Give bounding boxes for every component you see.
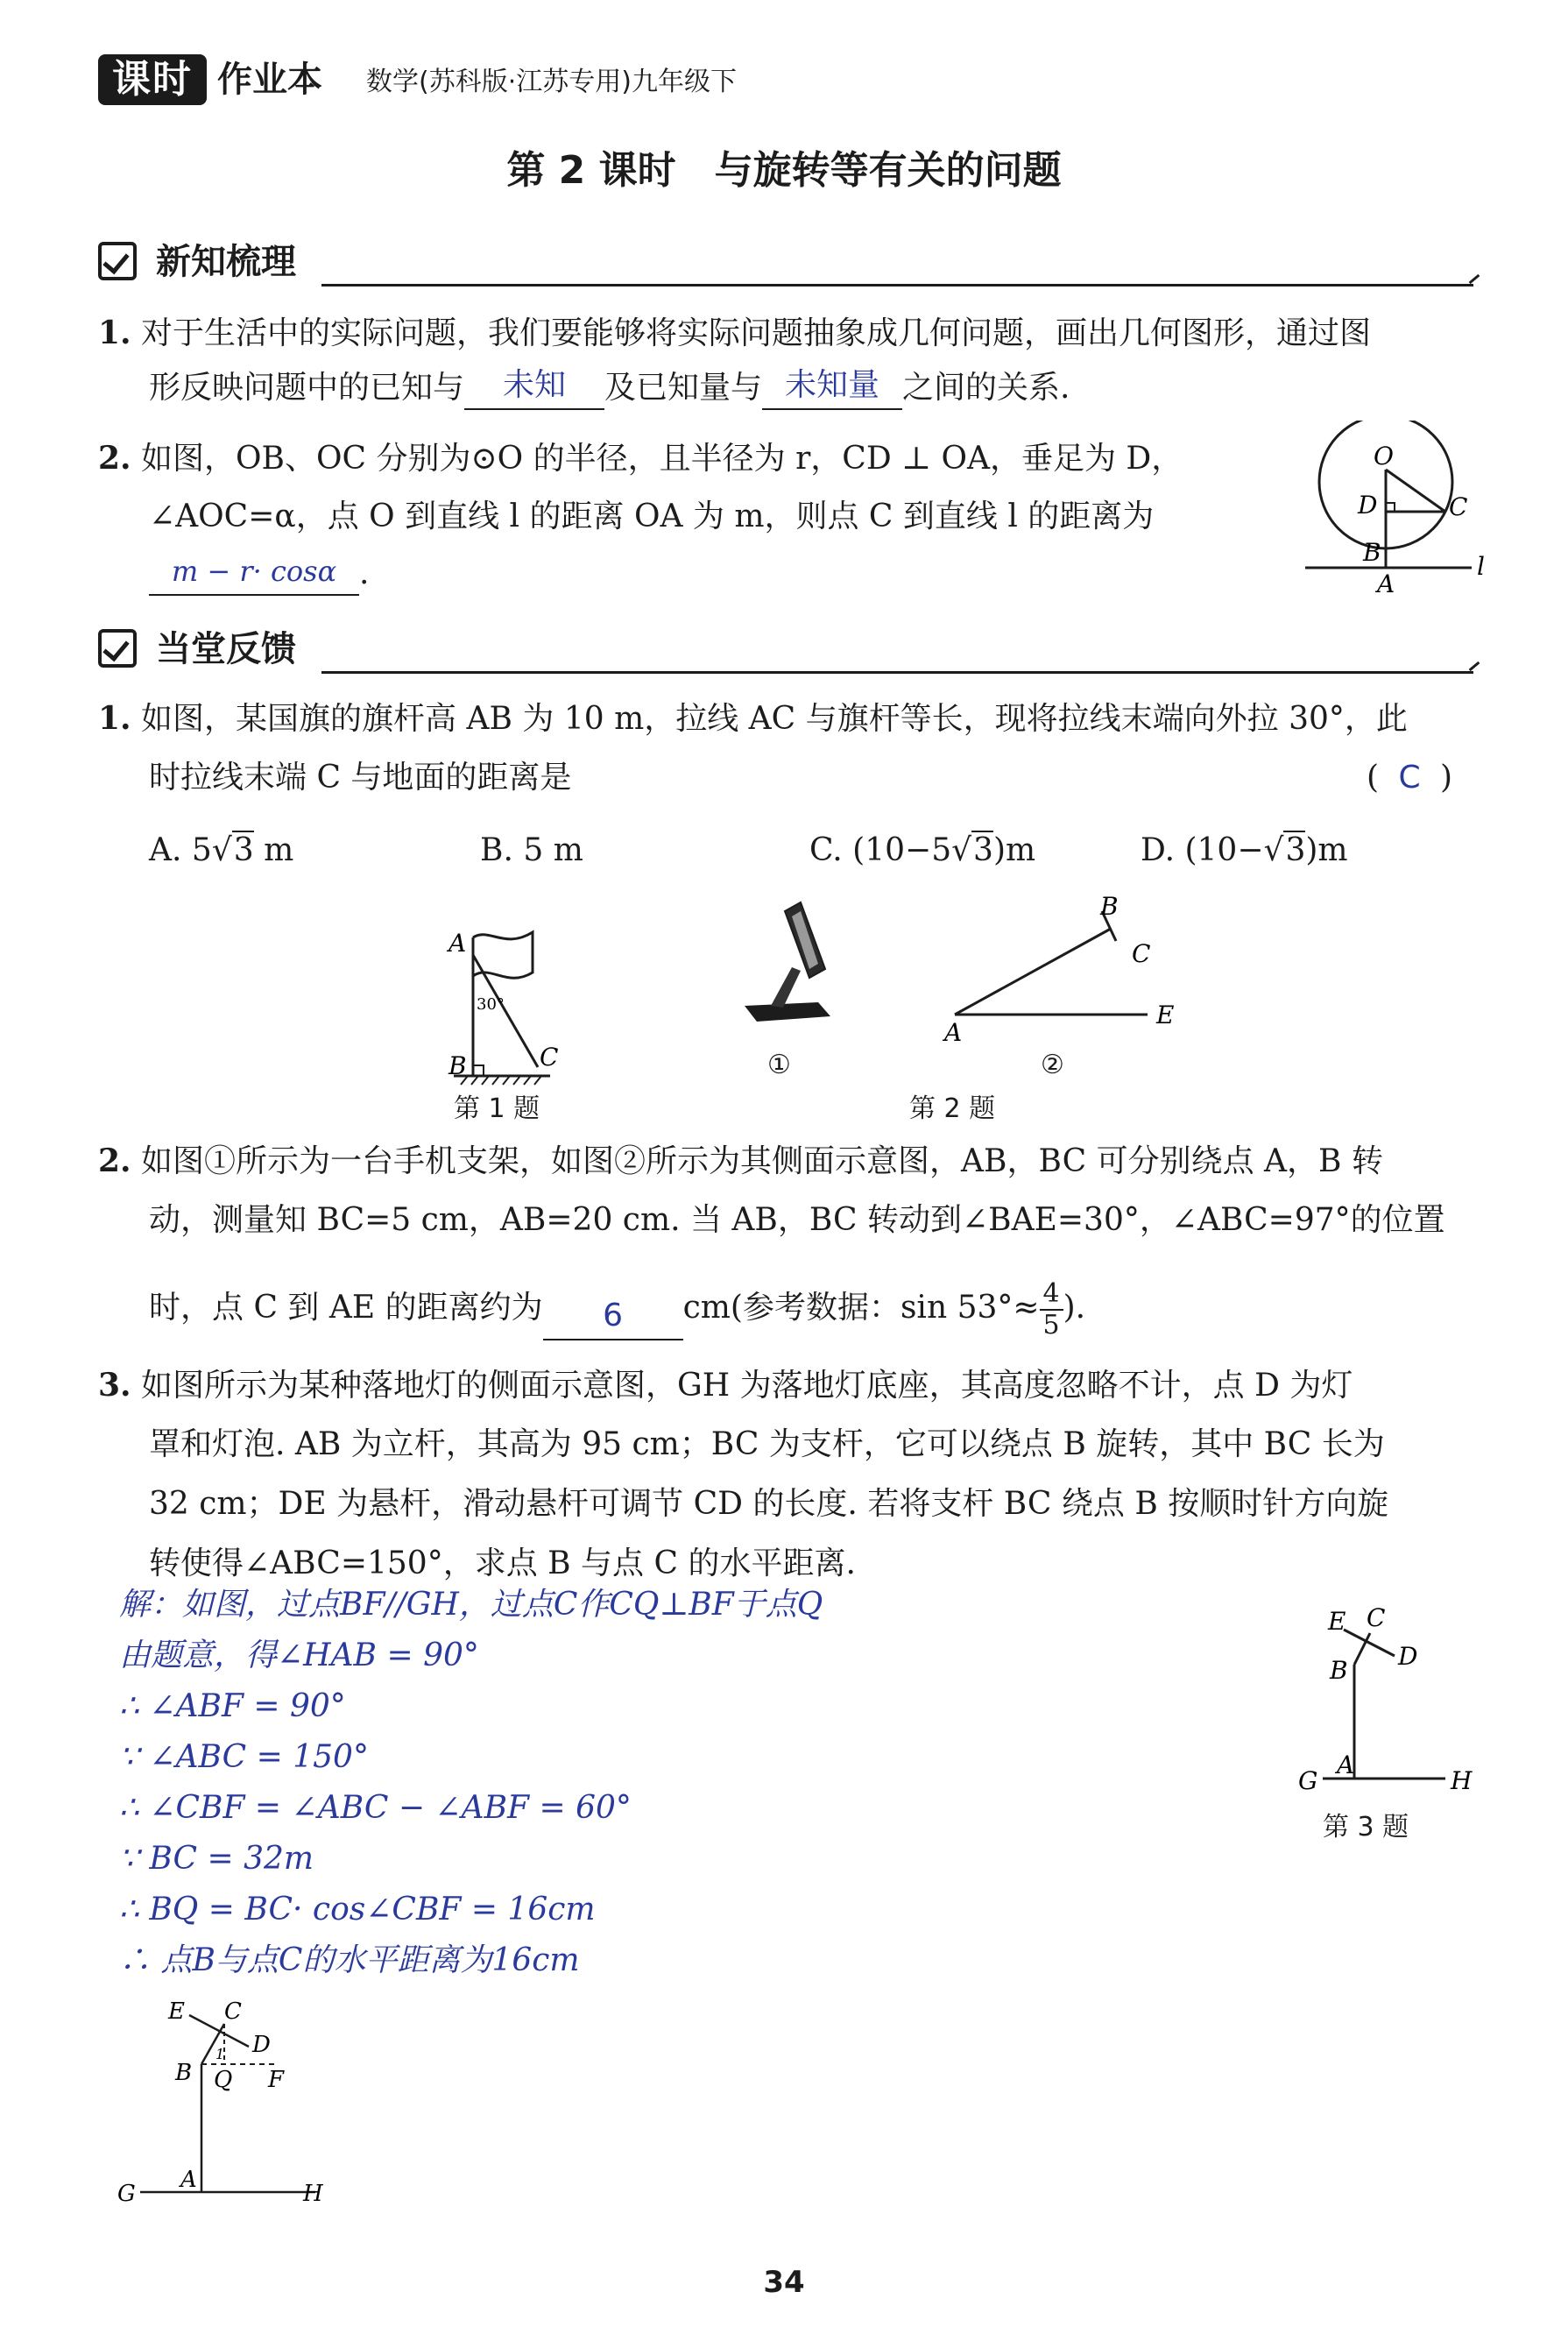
- option-text: 5: [191, 832, 212, 868]
- label-D: D: [1398, 1642, 1418, 1671]
- label-E: E: [1328, 1607, 1346, 1636]
- label-O: O: [1374, 442, 1394, 470]
- s2-q1-line1: [98, 697, 1408, 741]
- s2-q1-line2: [149, 756, 571, 800]
- option-label: D.: [1141, 832, 1176, 868]
- question-text: 时，点 C 到 AE 的距离约为: [149, 1290, 543, 1326]
- question-text: ∠AOC=α，点 O 到直线 l 的距离 OA 为 m，则点 C 到直线 l 的距离为: [149, 499, 1155, 534]
- handwritten-answer: m − r· cosα: [171, 555, 337, 588]
- question-number: 2.: [98, 1142, 131, 1179]
- circle-figure: [1296, 421, 1498, 605]
- s1-q1-line1: [98, 311, 1371, 356]
- s2-q3-line4: [149, 1542, 856, 1586]
- question-text: cm(参考数据：sin 53°≈: [682, 1290, 1040, 1326]
- floor-lamp-figure: [1279, 1595, 1489, 1805]
- section-title: 新知梳理: [156, 242, 296, 282]
- question-text: 如图所示为某种落地灯的侧面示意图，GH 为落地灯底座，其高度忽略不计，点 D 为灯: [141, 1368, 1353, 1404]
- label-D: D: [252, 2032, 271, 2058]
- option-text: 3: [233, 832, 254, 868]
- label-E: E: [168, 1998, 185, 2025]
- radical-icon: √: [951, 832, 972, 868]
- s1-q2-line3: [149, 552, 369, 596]
- label-A: A: [449, 929, 467, 958]
- question-number: 3.: [98, 1367, 131, 1404]
- book-name: 作业本: [217, 60, 322, 100]
- answer-blank: [149, 555, 359, 596]
- question-text: 如图①所示为一台手机支架，如图②所示为其侧面示意图，AB，BC 可分别绕点 A，B 转: [141, 1143, 1383, 1179]
- page-number: 34: [763, 2265, 805, 2300]
- label-B: B: [1330, 1656, 1348, 1685]
- question-text: 32 cm；DE 为悬杆，滑动悬杆可调节 CD 的长度. 若将支杆 BC 绕点 B 按顺时针方向旋: [149, 1486, 1389, 1522]
- answer-blank: [464, 367, 604, 410]
- label-Q: Q: [214, 2067, 233, 2093]
- label-C: C: [224, 1998, 242, 2025]
- option-c: [809, 829, 1035, 873]
- option-text: )m: [1305, 832, 1348, 868]
- option-label: C.: [809, 832, 843, 868]
- answer-blank: [543, 1300, 683, 1340]
- caption-q3: 第 3 题: [1323, 1812, 1409, 1843]
- question-text: 之间的关系.: [902, 370, 1070, 406]
- solution-line-1: 解：如图，过点BF//GH，过点C作CQ⊥BF于点Q: [119, 1587, 823, 1623]
- solution-line-4: ∵ ∠ABC = 150°: [119, 1739, 369, 1775]
- handwritten-answer: 未知: [503, 367, 567, 403]
- question-text: 对于生活中的实际问题，我们要能够将实际问题抽象成几何问题，画出几何图形，通过图: [141, 315, 1372, 351]
- paren-open: (: [1367, 760, 1380, 796]
- label-C: C: [540, 1043, 559, 1072]
- label-H: H: [303, 2181, 323, 2207]
- fraction-denominator: 5: [1042, 1310, 1060, 1340]
- option-text: 5 m: [523, 832, 583, 868]
- label-A: A: [944, 1018, 963, 1047]
- caption-q1: 第 1 题: [454, 1093, 540, 1124]
- s2-q3-line1: [98, 1363, 1353, 1408]
- option-a: [149, 829, 293, 873]
- question-text: 如图，某国旗的旗杆高 AB 为 10 m，拉线 AC 与旗杆等长，现将拉线末端向外拉 30°，此: [141, 701, 1408, 737]
- solution-line-5: ∴ ∠CBF = ∠ABC − ∠ABF = 60°: [119, 1790, 632, 1826]
- figure-1-label: ①: [767, 1050, 791, 1080]
- s2-q2-line2: [149, 1199, 1445, 1242]
- option-b: [480, 829, 583, 873]
- option-d: [1141, 829, 1348, 873]
- label-B: B: [1100, 892, 1119, 921]
- section-divider: [321, 671, 1473, 674]
- fraction-numerator: 4: [1040, 1279, 1063, 1311]
- book-logo: 课时: [98, 54, 207, 105]
- label-angle-1: 1: [215, 2046, 225, 2062]
- label-l: l: [1477, 552, 1485, 581]
- caption-q2: 第 2 题: [909, 1093, 996, 1124]
- s2-q3-line3: [149, 1482, 1388, 1526]
- paren-close: ): [1440, 760, 1453, 796]
- section-header-new-knowledge: [98, 235, 1473, 289]
- solution-line-6: ∵ BC = 32m: [119, 1841, 314, 1877]
- option-text: )m: [992, 832, 1036, 868]
- solution-sketch: [105, 1989, 368, 2217]
- answer-paren: [1367, 756, 1452, 800]
- question-text: ).: [1063, 1290, 1086, 1326]
- question-number: 1.: [98, 315, 131, 351]
- option-text: 3: [1285, 832, 1306, 868]
- phone-stand-figure: [727, 894, 858, 1034]
- radical-icon: √: [1263, 832, 1284, 868]
- option-text: (10−: [1184, 832, 1264, 868]
- label-A: A: [180, 2167, 197, 2193]
- option-text: (10−5: [852, 832, 952, 868]
- label-angle: 30°: [477, 995, 505, 1014]
- flagpole-figure: [436, 911, 594, 1086]
- s2-q2-line1: [98, 1139, 1383, 1184]
- s1-q2-line2: [149, 495, 1154, 539]
- option-text: 3: [973, 832, 993, 868]
- option-text: m: [253, 832, 294, 868]
- question-text: 形反映问题中的已知与: [149, 370, 465, 406]
- label-B: B: [175, 2060, 193, 2086]
- label-C: C: [1367, 1603, 1386, 1632]
- label-F: F: [268, 2067, 285, 2093]
- label-G: G: [117, 2181, 136, 2207]
- question-text: 动，测量知 BC=5 cm，AB=20 cm. 当 AB，BC 转动到∠BAE=30°，∠ABC=97°的位置: [149, 1202, 1445, 1238]
- handwritten-answer: C: [1398, 760, 1421, 796]
- question-text: 转使得∠ABC=150°，求点 B 与点 C 的水平距离.: [149, 1545, 856, 1581]
- figure-2-label: ②: [1041, 1050, 1064, 1080]
- handwritten-answer: 未知量: [785, 367, 880, 403]
- question-number: 1.: [98, 700, 131, 737]
- label-C: C: [1132, 939, 1151, 968]
- label-C: C: [1449, 492, 1468, 521]
- lesson-title: 第 2 课时 与旋转等有关的问题: [506, 148, 1062, 193]
- section-header-class-feedback: [98, 622, 1473, 676]
- label-D: D: [1358, 491, 1378, 520]
- option-label: A.: [149, 832, 182, 868]
- solution-line-2: 由题意，得∠HAB = 90°: [119, 1637, 479, 1673]
- question-text: 及已知量与: [604, 370, 763, 406]
- label-E: E: [1156, 1001, 1175, 1029]
- radical-icon: √: [211, 832, 232, 868]
- fraction: [1040, 1279, 1063, 1340]
- label-B: B: [1363, 538, 1381, 567]
- question-number: 2.: [98, 440, 131, 477]
- answer-blank: [762, 367, 902, 410]
- question-text: .: [359, 555, 370, 591]
- question-text: 时拉线末端 C 与地面的距离是: [149, 760, 572, 796]
- section-title: 当堂反馈: [156, 629, 296, 669]
- section-divider: [321, 284, 1473, 286]
- checkbox-icon: [98, 629, 137, 668]
- label-G: G: [1298, 1766, 1318, 1795]
- subject-label: 数学(苏科版·江苏专用)九年级下: [366, 67, 737, 97]
- side-view-figure: [929, 892, 1200, 1050]
- s1-q1-line2: [149, 366, 1070, 410]
- handwritten-answer: 6: [603, 1298, 624, 1333]
- s2-q3-line2: [149, 1423, 1385, 1467]
- question-text: 如图，OB、OC 分别为⊙O 的半径，且半径为 r，CD ⊥ OA，垂足为 D，: [141, 441, 1183, 477]
- solution-line-8: ∴ 点B与点C的水平距离为16cm: [119, 1942, 580, 1978]
- question-text: 罩和灯泡. AB 为立杆，其高为 95 cm；BC 为支杆，它可以绕点 B 旋转，其中 BC 长为: [149, 1426, 1385, 1462]
- s2-q2-line3: [149, 1279, 1085, 1340]
- s1-q2-line1: [98, 436, 1183, 481]
- label-B: B: [449, 1051, 467, 1080]
- checkbox-icon: [98, 242, 137, 280]
- label-H: H: [1451, 1766, 1473, 1795]
- solution-line-3: ∴ ∠ABF = 90°: [119, 1688, 346, 1724]
- option-label: B.: [480, 832, 513, 868]
- label-A: A: [1337, 1751, 1355, 1779]
- solution-line-7: ∴ BQ = BC· cos∠CBF = 16cm: [119, 1892, 596, 1927]
- label-A: A: [1377, 569, 1395, 598]
